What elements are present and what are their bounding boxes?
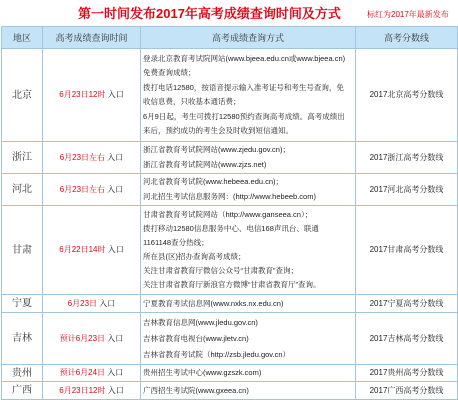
region-name: 贵州 [2,365,43,382]
method-line: 免费查询成绩； [143,68,196,77]
method-line: 拨打移动12580信息服务中心、电信168声讯台、联通 [143,224,319,233]
entry-link[interactable]: 入口 [107,385,124,395]
region-name: 吉林 [2,313,43,365]
method-line: 登录北京教育考试院网站(www.bjeea.edu.cn或www.bjeea.cn) [143,53,346,63]
score-line-link[interactable]: 2017北京高考分数线 [369,90,444,99]
method-line: 拨打电话12580，按语音提示输入准考证号和考生号查询，免 [143,82,344,92]
query-time: 6月23日12时 [59,90,106,99]
score-line-cell [356,49,458,142]
query-time-cell [43,142,141,174]
method-line: 浙江省教育考试院网站(www.zjzs.net) [143,159,267,169]
score-query-table [1,26,458,400]
query-time-cell [43,382,141,400]
method-line: 贵州招生考试中心(www.gzszk.com) [143,368,262,377]
score-line-link[interactable]: 2017广西高考分数线 [369,385,444,395]
method-line: 1161148查分热线； [143,238,209,247]
table-row-beijing [2,49,458,142]
score-line-cell [356,295,458,313]
query-method-cell [141,382,356,400]
query-time: 预计6月24日 [59,368,106,377]
table-row-ningxia [2,295,458,313]
query-time: 6月23日 [67,298,98,308]
query-method-cell [141,295,356,313]
query-time: 6月22日14时 [59,245,106,254]
query-time: 预计6月23日 [59,333,106,343]
method-line: 关注甘肃省教育厅新浪官方微博“甘肃省教育厅”查询。 [143,280,321,289]
region-name: 宁夏 [2,295,43,313]
method-line: 浙江省教育考试院网站(www.zjedu.gov.cn)； [143,145,290,154]
method-line: 收信息费，只收基本通话费； [143,97,241,106]
query-time: 6月23日12时 [59,385,106,395]
column-header-query-time: 高考成绩查询时间 [43,27,141,49]
score-line-cell [356,382,458,400]
score-line-cell [356,206,458,295]
score-line-link[interactable]: 2017浙江高考分数线 [369,152,444,162]
entry-link[interactable]: 入口 [107,333,124,343]
table-row-hebei [2,174,458,206]
score-line-link[interactable]: 2017贵州高考分数线 [369,368,444,377]
query-time-cell [43,206,141,295]
column-header-query-method: 高考成绩查询方式 [141,27,356,49]
entry-link[interactable]: 入口 [107,152,124,162]
query-method-cell [141,142,356,174]
method-line: 吉林省教育电视台(www.jletv.cn) [143,333,249,343]
query-time-cell [43,295,141,313]
table-row-guangxi [2,382,458,400]
query-method-cell [141,365,356,382]
method-line: 所在县(区)招办查询高考成绩； [143,252,246,261]
table-row-gansu [2,206,458,295]
method-line: 广西招生考试院(www.gxeea.cn) [143,385,249,395]
query-time-cell [43,174,141,206]
method-line: 吉林省教育考试院（http://zsb.jledu.gov.cn） [143,349,290,359]
query-method-cell [141,49,356,142]
score-line-link[interactable]: 2017宁夏高考分数线 [369,298,444,308]
column-header-region: 地区 [2,27,43,49]
entry-link[interactable]: 入口 [107,368,124,377]
query-method-cell [141,206,356,295]
region-name: 北京 [2,49,43,142]
method-line: 来后，预约成功的考生会及时收到短信通知。 [143,126,293,135]
method-line: 吉林教育信息网(www.jledu.gov.cn) [143,317,258,327]
score-line-cell [356,313,458,365]
table-header-row [2,27,458,49]
score-line-cell [356,365,458,382]
entry-link[interactable]: 入口 [99,298,116,308]
method-line: 河北招生考试信息服务网：(http://www.hebeeb.com) [143,191,316,201]
score-line-link[interactable]: 2017吉林高考分数线 [369,333,444,343]
entry-link[interactable]: 入口 [107,184,124,194]
score-line-link[interactable]: 2017河北高考分数线 [369,184,444,194]
red-highlight-note: 标红为2017年最新发布 [367,10,449,19]
query-time: 6月23日左右 [59,184,106,194]
score-line-cell [356,142,458,174]
region-name: 河北 [2,174,43,206]
column-header-score-line: 高考分数线 [356,27,458,49]
region-name: 浙江 [2,142,43,174]
entry-link[interactable]: 入口 [107,245,124,254]
query-time: 6月23日左右 [59,152,106,162]
region-name: 甘肃 [2,206,43,295]
table-row-guizhou [2,365,458,382]
region-name: 广西 [2,382,43,400]
query-time-cell [43,49,141,142]
query-method-cell [141,174,356,206]
page-title: 第一时间发布2017年高考成绩查询时间及方式 [78,6,341,21]
query-method-cell [141,313,356,365]
score-line-cell [356,174,458,206]
method-line: 宁夏教育考试信息网(www.nxks.nx.edu.cn) [143,298,284,308]
table-row-zhejiang [2,142,458,174]
method-line: 河北省教育考试院(www.hebeea.edu.cn)； [143,177,284,186]
method-line: 甘肃省教育考试院网站（http://www.ganseea.cn）； [143,210,313,219]
score-line-link[interactable]: 2017甘肃高考分数线 [369,245,444,254]
table-row-jilin [2,313,458,365]
entry-link[interactable]: 入口 [107,90,124,99]
method-line: 6月9日起，考生可拨打12580预约查询高考成绩。高考成绩出 [143,111,345,121]
method-line: 关注甘肃省教育厅微信公众号“甘肃教育”查询； [143,266,298,275]
query-time-cell [43,365,141,382]
query-time-cell [43,313,141,365]
